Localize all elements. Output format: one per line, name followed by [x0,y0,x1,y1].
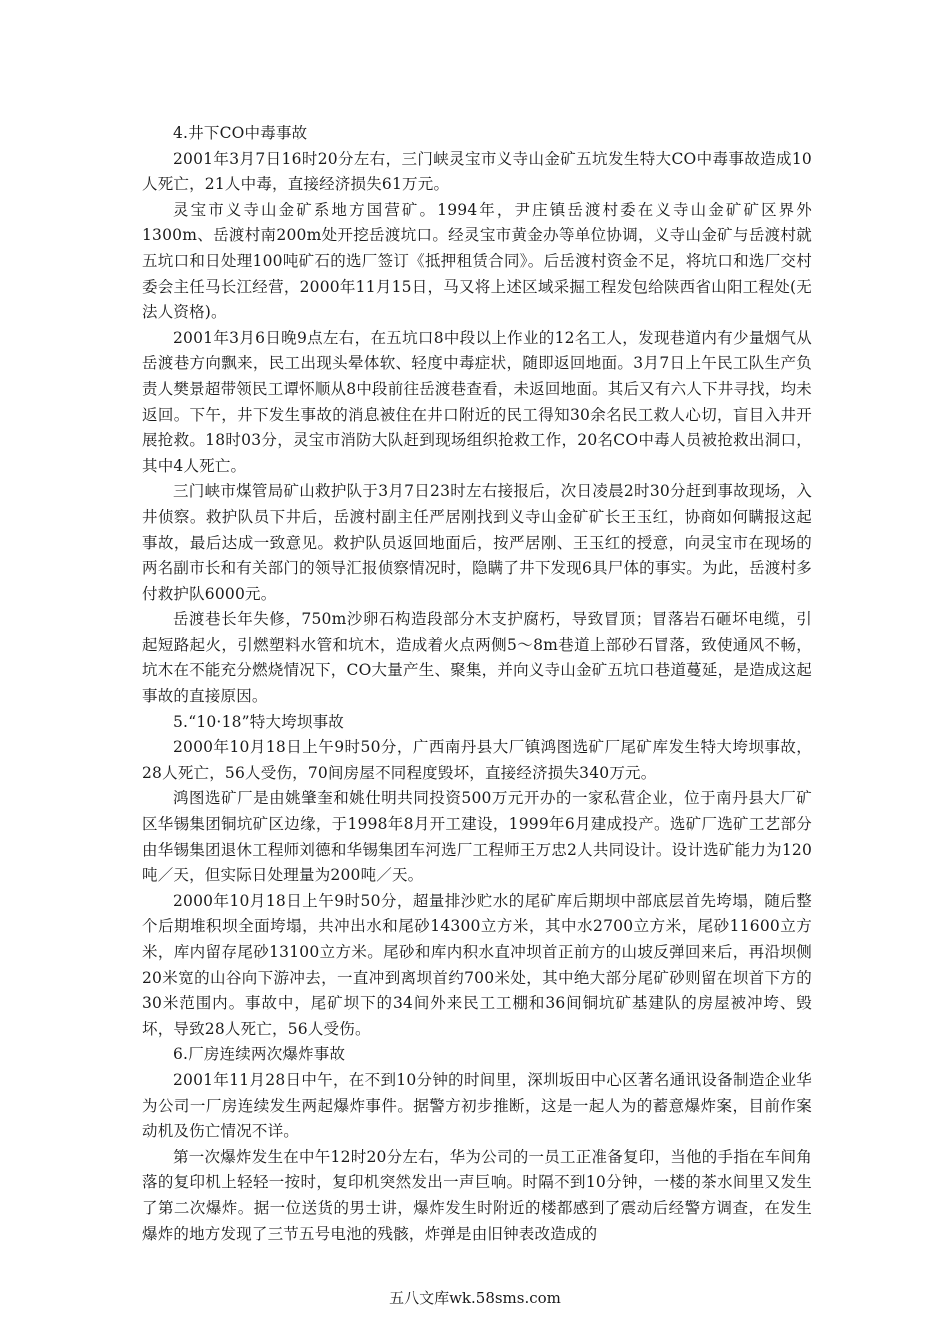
paragraph: 岳渡巷长年失修，750m沙卵石构造段部分木支护腐朽，导致冒顶；冒落岩石砸坏电缆，引起短路起火，引燃塑料水管和坑木，造成着火点两侧5～8m巷道上部砂石冒落，致使通风不畅，坑木在不能充分燃烧情况下，CO大量产生、聚集，并向义寺山金矿五坑口巷道蔓延，是造成这起事故的直接原因。 [142,610,812,706]
paragraph: 三门峡市煤管局矿山救护队于3月7日23时左右接报后，次日凌晨2时30分赶到事故现场，入井侦察。救护队员下井后，岳渡村副主任严居刚找到义寺山金矿矿长王玉红，协商如何瞒报这起事故，最后达成一致意见。救护队员返回地面后，按严居刚、王玉红的授意，向灵宝市在现场的两名副市长和有关部门的领导汇报侦察情况时，隐瞒了井下发现6具尸体的事实。为此，岳渡村多付救护队6000元。 [142,482,812,603]
paragraph: 2000年10月18日上午9时50分，超量排沙贮水的尾矿库后期坝中部底层首先垮塌，随后整个后期堆积坝全面垮塌，共冲出水和尾砂14300立方米，其中水2700立方米，尾砂11600立方米，库内留存尾砂13100立方米。尾砂和库内积水直冲坝首正前方的山坡反弹回来后，再沿坝侧20米宽的山谷向下游冲去，一直冲到离坝首约700米处，其中绝大部分尾矿砂则留在坝首下方的30米范围内。事故中，尾矿坝下的34间外来民工工棚和36间铜坑矿基建队的房屋被冲垮、毁坏，导致28人死亡，56人受伤。 [142,891,812,1038]
section-heading-dam-collapse: 5.“10·18”特大垮坝事故 [173,712,345,731]
paragraph: 2001年3月6日晚9点左右，在五坑口8中段以上作业的12名工人，发现巷道内有少量烟气从岳渡巷方向飘来，民工出现头晕体软、轻度中毒症状，随即返回地面。3月7日上午民工队生产负责人樊景超带领民工谭怀顺从8中段前往岳渡巷查看，未返回地面。其后又有六人下井寻找，均未返回。下午，井下发生事故的消息被住在井口附近的民工得知30余名民工救人心切，盲目入井开展抢救。18时03分，灵宝市消防大队赶到现场组织抢救工作，20名CO中毒人员被抢救出洞口，其中4人死亡。 [142,328,812,475]
paragraph: 鸿图选矿厂是由姚肇奎和姚仕明共同投资500万元开办的一家私营企业，位于南丹县大厂矿区华锡集团铜坑矿区边缘，于1998年8月开工建设，1999年6月建成投产。选矿厂选矿工艺部分由华锡集团退休工程师刘德和华锡集团车河选厂工程师王万忠2人共同设计。设计选矿能力为120吨／天，但实际日处理量为200吨／天。 [142,789,812,885]
paragraph: 2001年11月28日中午，在不到10分钟的时间里，深圳坂田中心区著名通讯设备制造企业华为公司一厂房连续发生两起爆炸事件。据警方初步推断，这是一起人为的蓄意爆炸案，目前作案动机及伤亡情况不详。 [142,1070,812,1141]
paragraph: 第一次爆炸发生在中午12时20分左右，华为公司的一员工正准备复印，当他的手指在车间角落的复印机上轻轻一按时，复印机突然发出一声巨响。时隔不到10分钟，一楼的茶水间里又发生了第二次爆炸。据一位送货的男士讲，爆炸发生时附近的楼都感到了震动后经警方调查，在发生爆炸的地方发现了三节五号电池的残骸，炸弹是由旧钟表改造成的 [142,1147,812,1243]
document-body [142,121,812,1247]
section-heading-explosion: 6.厂房连续两次爆炸事故 [173,1045,346,1064]
paragraph: 2000年10月18日上午9时50分，广西南丹县大厂镇鸿图选矿厂尾矿库发生特大垮坝事故，28人死亡，56人受伤，70间房屋不同程度毁坏，直接经济损失340万元。 [142,738,812,782]
footer-watermark-text: 五八文库wk.58sms.com [389,1289,561,1307]
section-heading-co-poisoning: 4.井下CO中毒事故 [173,124,308,142]
paragraph: 灵宝市义寺山金矿系地方国营矿。1994年，尹庄镇岳渡村委在义寺山金矿矿区界外1300m、岳渡村南200m处开挖岳渡坑口。经灵宝市黄金办等单位协调，义寺山金矿与岳渡村就五坑口和日处理100吨矿石的选厂签订《抵押租赁合同》。后岳渡村资金不足，将坑口和选厂交村委会主任马长江经营，2000年11月15日，马又将上述区域采掘工程发包给陕西省山阳工程处(无法人资格)。 [142,200,812,322]
paragraph: 2001年3月7日16时20分左右，三门峡灵宝市义寺山金矿五坑发生特大CO中毒事故造成10人死亡，21人中毒，直接经济损失61万元。 [142,149,812,194]
